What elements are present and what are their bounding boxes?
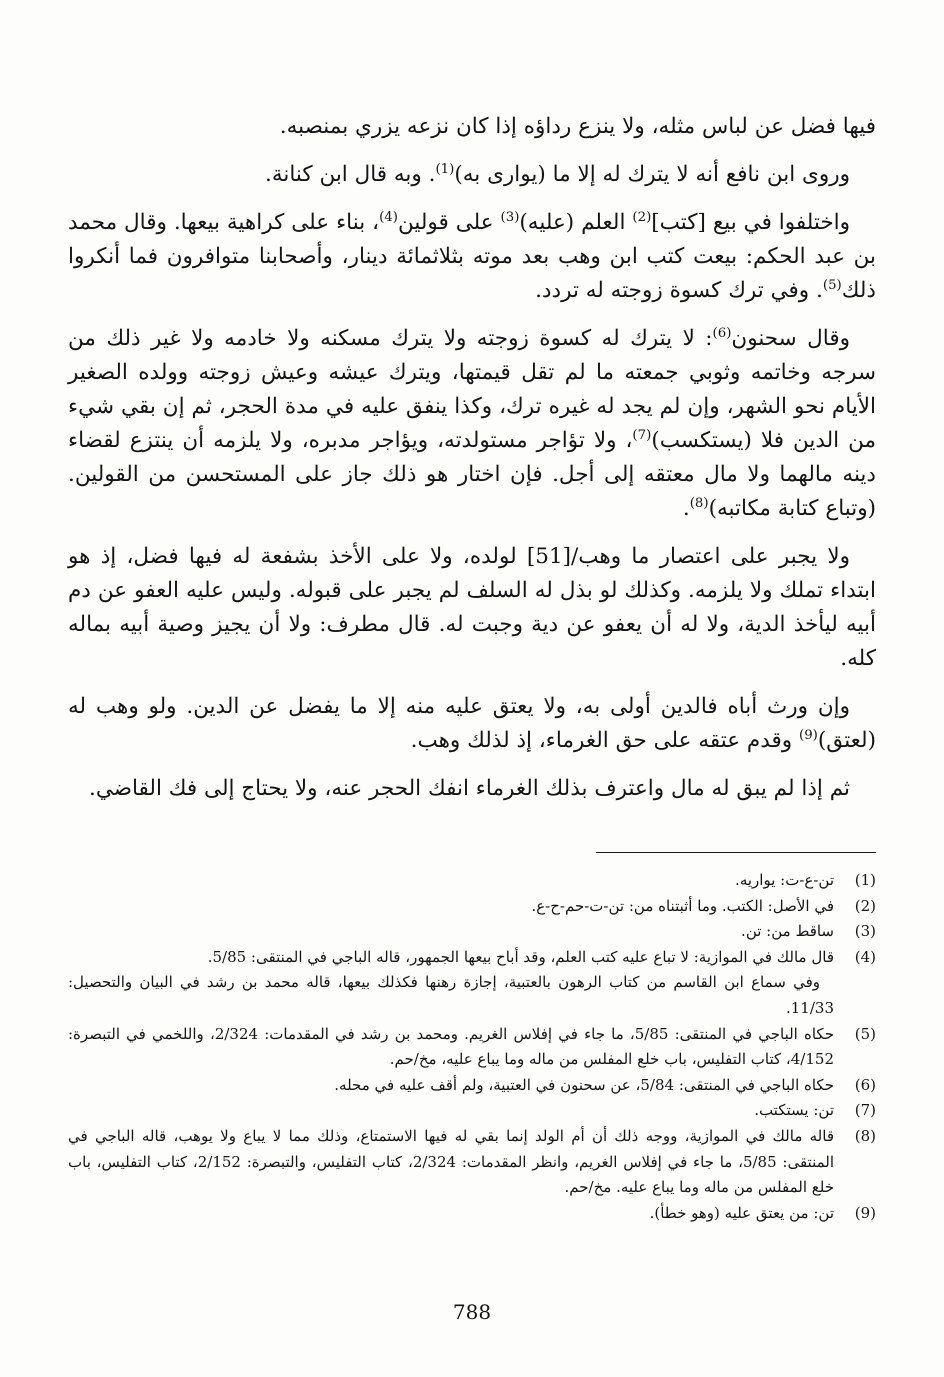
- footnote-number: (2): [854, 896, 876, 915]
- footnotes: [68, 868, 876, 1226]
- footnote-ref-4[interactable]: (4): [379, 209, 398, 225]
- paragraph-1: [68, 110, 876, 144]
- footnote-number: (3): [854, 922, 876, 941]
- paragraph-6: [68, 690, 876, 758]
- footnote-text: ساقط من: تن.: [741, 922, 834, 941]
- footnote-8: [68, 1124, 876, 1201]
- footnote-text: تن-ع-ت: يواريه.: [735, 871, 834, 889]
- text-run: وقال سحنون: [731, 326, 850, 351]
- text-run: وإن ورث أباه فالدين أولى به، ولا يعتق عليه منه إلا ما يفضل عن الدين. ولو وهب له (لعتق): [68, 694, 876, 753]
- footnote-9: [68, 1201, 876, 1227]
- text-run: ، بناء على كراهية بيعها. وقال محمد بن عبد الحكم: بيعت كتب ابن وهب بعد موته بثلاثمائة دينار، وأصحابنا متوافرون فما أنكروا ذلك: [68, 210, 876, 303]
- text-run: على قولين: [397, 210, 501, 235]
- footnote-number: (7): [854, 1101, 876, 1120]
- footnote-text: تن: من يعتق عليه (وهو خطأ).: [649, 1203, 834, 1222]
- text-run: .: [682, 496, 690, 521]
- footnote-2: [68, 894, 876, 920]
- paragraph-5-text: ولا يجبر على اعتصار ما وهب/[51] لولده، ولا على الأخذ بشفعة له فيها فضل، إذ هو ابتداء تملك ولا يلزمه. وكذلك لو بذل له السلف لم يجبر على قبوله. وليس عليه العفو عن دم أبيه ليأخذ الدية، ولا له أن يعفو عن دية وجبت له. قال مطرف: ولا أن يجيز وصية أبيه بماله كله.: [68, 544, 876, 671]
- paragraph-1-text: فيها فضل عن لباس مثله، ولا ينزع رداؤه إذا كان نزعه يزري بمنصبه.: [279, 114, 876, 139]
- page-number: 788: [452, 1300, 492, 1324]
- footnote-number: (1): [854, 871, 876, 889]
- text-run: ، ولا تؤاجر مستولدته، ويؤاجر مدبره، ولا يلزمه أن ينتزع لقضاء دينه مالهما ولا مال معتقه إلى أجل. فإن اختار هو ذلك جاز على المستحسن من القولين. (وتباع كتابة مكاتبه): [68, 428, 876, 521]
- footnote-text: حكاه الباجي في المنتقى: 5/84، عن سحنون في العتبية، ولم أقف عليه في محله.: [334, 1075, 834, 1094]
- footnote-divider: [596, 852, 876, 853]
- paragraph-5: [68, 540, 876, 676]
- paragraph-2: [68, 158, 876, 192]
- footnote-text: تن: يستكتب.: [754, 1101, 834, 1120]
- footnote-7: [68, 1098, 876, 1124]
- paragraph-4: [68, 322, 876, 526]
- footnote-text: في الأصل: الكتب. وما أثبتناه من: تن-ت-حم-ح-ع.: [531, 896, 834, 915]
- footnote-ref-3[interactable]: (3): [500, 209, 520, 225]
- paragraph-7-text: ثم إذا لم يبق له مال واعترف بذلك الغرماء انفك الحجر عنه، ولا يحتاج إلى فك القاضي.: [89, 776, 850, 801]
- paragraph-7: [68, 772, 876, 806]
- footnote-5: [68, 1022, 876, 1073]
- footnote-3: [68, 919, 876, 945]
- text-run: وقدم عتقه على حق الغرماء، إذ لذلك وهب.: [410, 728, 799, 753]
- footnote-ref-2[interactable]: (2): [632, 209, 652, 225]
- footnote-number: (4): [854, 947, 876, 966]
- text-run: واختلفوا في بيع [كتب]: [651, 210, 851, 235]
- footnote-ref-7[interactable]: (7): [632, 427, 652, 443]
- footnote-number: (9): [854, 1203, 876, 1222]
- footnote-ref-8[interactable]: (8): [689, 495, 709, 511]
- footnote-number: (6): [854, 1075, 876, 1094]
- footnote-text: قال مالك في الموازية: لا تباع عليه كتب العلم، وقد أباح بيعها الجمهور، قاله الباجي في المنتقى: 5/85.: [207, 947, 834, 966]
- footnote-ref-5[interactable]: (5): [822, 277, 842, 293]
- text-run: وروى ابن نافع أنه لا يترك له إلا ما (يوارى به): [454, 162, 850, 187]
- text-run: . وبه قال ابن كنانة.: [265, 162, 436, 187]
- footnote-text: حكاه الباجي في المنتقى: 5/85، ما جاء في إفلاس الغريم. ومحمد بن رشد في المقدمات: 2/324، واللخمي في التبصرة: 4/152، كتاب التفليس، باب خلع المفلس من ماله وما يباع عليه، مخ/حم.: [68, 1024, 834, 1069]
- footnote-ref-6[interactable]: (6): [712, 325, 732, 341]
- text-run: : لا يترك له كسوة زوجته ولا يترك مسكنه ولا خادمه ولا غير ذلك من سرجه وخاتمه وثوبي جمعته ما لم تقل قيمتها، ويترك عيشه وعيش زوجته وولده الصغير الأيام نحو الشهر، وإن لم يجد له غيره ترك، وكذا ينفق عليه في مدة الحجر، ثم إن بقي شيء من الدين فلا (يستكسب): [68, 326, 876, 453]
- footnote-ref-1[interactable]: (1): [435, 161, 455, 177]
- footnote-number: (8): [854, 1126, 876, 1145]
- paragraph-3: [68, 206, 876, 308]
- footnote-number: (5): [854, 1024, 876, 1043]
- text-run: . وفي ترك كسوة زوجته له تردد.: [535, 278, 823, 303]
- footnote-1: [68, 868, 876, 894]
- footnote-4: [68, 945, 876, 1022]
- main-text: [68, 110, 876, 820]
- footnote-text-continued: وفي سماع ابن القاسم من كتاب الرهون بالعتبية، إجازة رهنها فكذلك بيعها، قاله محمد بن رشد في البيان والتحصيل: 11/33.: [68, 973, 834, 1017]
- footnote-ref-9[interactable]: (9): [798, 727, 818, 743]
- footnote-6: [68, 1073, 876, 1099]
- footnote-text: قاله مالك في الموازية، ووجه ذلك أن أم الولد إنما بقي له فيها الاستمتاع، وذلك مما لا يباع ولا يوهب، قاله الباجي في المنتقى: 5/85، ما جاء في إفلاس الغريم، وانظر المقدمات: 2/324، كتاب التفليس، والتبصرة: 2/152، كتاب التفليس، باب خلع المفلس من ماله وما يباع عليه. مخ/حم.: [68, 1126, 835, 1197]
- text-run: العلم (عليه): [519, 210, 633, 235]
